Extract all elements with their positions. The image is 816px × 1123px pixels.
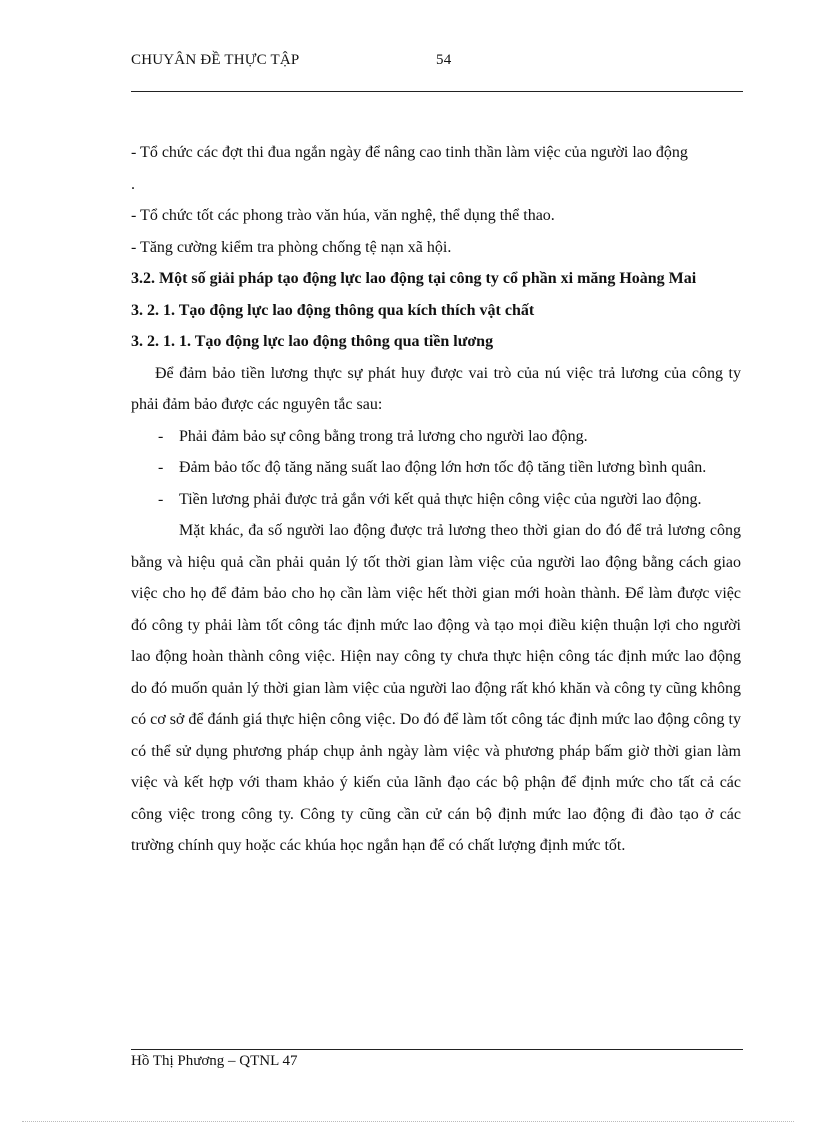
- footer-author: Hồ Thị Phương – QTNL 47: [131, 1053, 298, 1069]
- main-paragraph: Mặt khác, đa số người lao động được trả lương theo thời gian do đó để trả lương công bằng và hiệu quả cần phải quản lý tốt thời gian làm việc của người lao động bằng cách giao việc cho họ để đảm bảo cho họ cần làm việc hết thời gian mới hoàn thành. Để làm được việc đó công ty phải làm tốt công tác định mức lao động và tạo mọi điều kiện thuận lợi cho người lao động hoàn thành công việc. Hiện nay công ty chưa thực hiện công tác định mức lao động do đó muốn quản lý thời gian làm việc của người lao động rất khó khăn và công ty cũng không có cơ sở để đánh giá thực hiện công việc. Do đó để làm tốt công tác định mức lao động công ty có thể sử dụng phương pháp chụp ảnh ngày làm việc và phương pháp bấm giờ thời gian làm việc và kết hợp với tham khảo ý kiến của lãnh đạo các bộ phận để định mức cho tất cả các công việc trong công ty. Công ty cũng cần cử cán bộ định mức lao động đi đào tạo ở các trường chính quy hoặc các khúa học ngắn hạn để có chất lượng định mức tốt.: [131, 522, 741, 854]
- bullet-line-2: - Tổ chức tốt các phong trào văn húa, văn nghệ, thể dụng thể thao.: [131, 207, 555, 224]
- list-dash: -: [158, 427, 164, 445]
- bullet-line-3: - Tăng cường kiểm tra phòng chống tệ nạn xã hội.: [131, 238, 452, 256]
- page-header: [131, 50, 743, 74]
- page-edge-dotted-line: [22, 1121, 794, 1122]
- list-dash: -: [158, 490, 164, 508]
- bullet-line-1: - Tổ chức các đợt thi đua ngắn ngày để nâng cao tinh thần làm việc của người lao động: [131, 144, 688, 161]
- list-dash: -: [158, 459, 164, 476]
- principles-list: [131, 421, 741, 516]
- list-item: [131, 452, 741, 484]
- bullet-line-continuation: .: [131, 175, 135, 193]
- list-item-text: Phải đảm bảo sự công bằng trong trả lương cho người lao động.: [179, 427, 588, 445]
- list-item: [131, 421, 741, 453]
- section-heading-3-2-1-1: 3. 2. 1. 1. Tạo động lực lao động thông qua tiền lương: [131, 333, 494, 350]
- document-body: [131, 137, 741, 862]
- intro-paragraph: Để đảm bảo tiền lương thực sự phát huy được vai trò của nú việc trả lương của công ty phải đảm bảo được các nguyên tắc sau:: [131, 364, 741, 413]
- section-heading-3-2-1: 3. 2. 1. Tạo động lực lao động thông qua kích thích vật chất: [131, 301, 535, 319]
- list-item-text: Tiền lương phải được trả gắn với kết quả thực hiện công việc của người lao động.: [179, 490, 702, 508]
- list-item: [131, 484, 741, 516]
- footer-divider: [131, 1049, 743, 1050]
- page-number: 54: [436, 52, 452, 68]
- header-title: CHUYÂN ĐỀ THỰC TẬP: [131, 52, 300, 68]
- section-heading-3-2: 3.2. Một số giải pháp tạo động lực lao động tại công ty cổ phần xi măng Hoàng Mai: [131, 270, 697, 287]
- list-item-text: Đảm bảo tốc độ tăng năng suất lao động lớn hơn tốc độ tăng tiền lương bình quân.: [179, 459, 707, 476]
- header-divider: [131, 91, 743, 92]
